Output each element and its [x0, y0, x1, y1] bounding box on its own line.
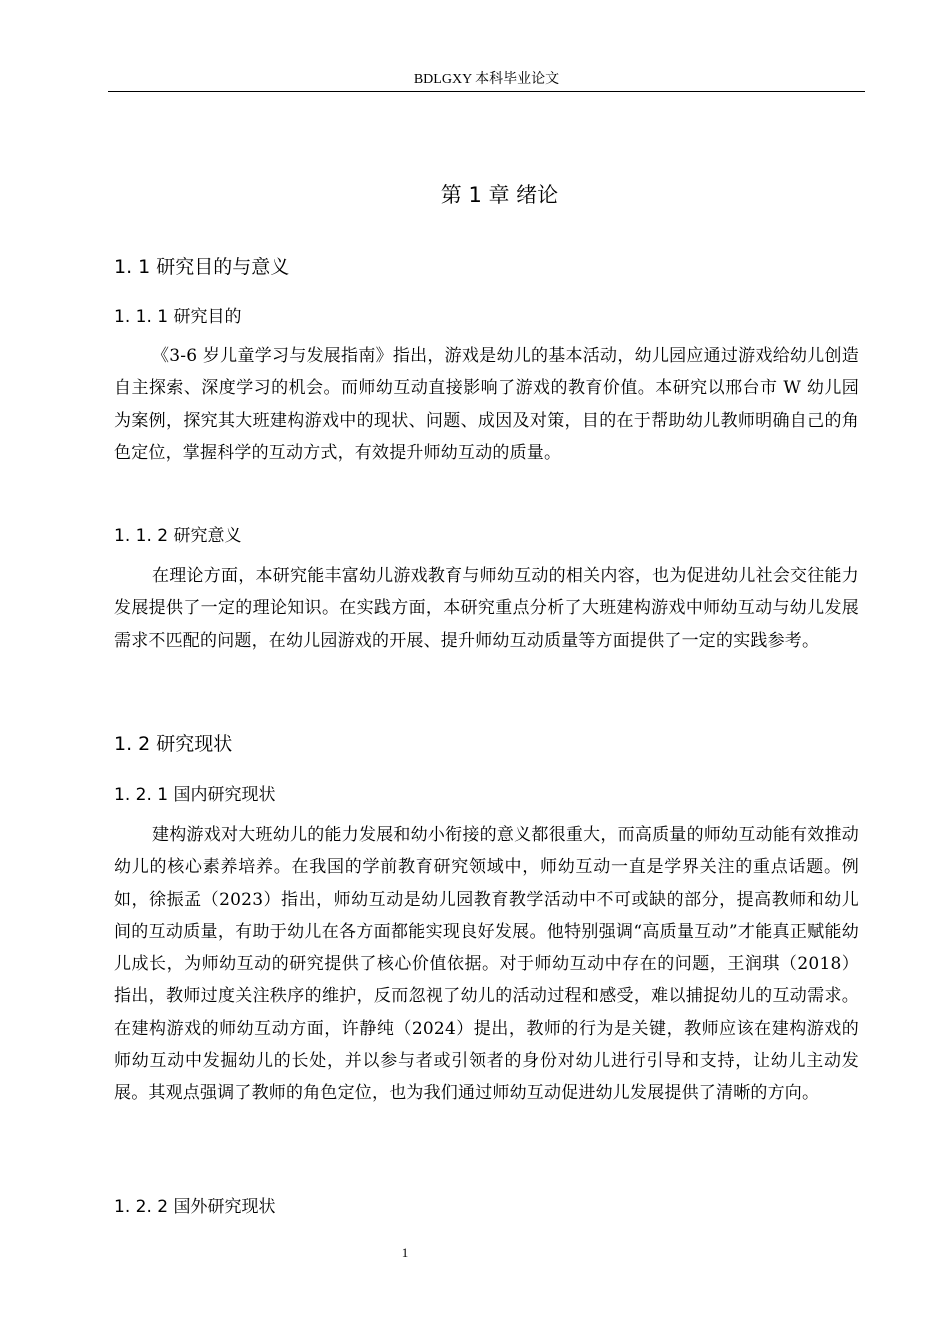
section-heading-1-1: 1. 1 研究目的与意义 [114, 256, 290, 278]
subsection-heading-1-1-1: 1. 1. 1 研究目的 [114, 307, 242, 327]
page-number: 1 [401, 1245, 409, 1260]
running-header: BDLGXY 本科毕业论文 [413, 72, 560, 87]
chapter-title: 第 1 章 绪论 [440, 183, 559, 207]
paragraph-domestic-research: 建构游戏对大班幼儿的能力发展和幼小衔接的意义都很重大，而高质量的师幼互动能有效推动幼儿的核心素养培养。在我国的学前教育研究领域中，师幼互动一直是学界关注的重点话题。例如，徐振孟（2023）指出，师幼互动是幼儿园教育教学活动中不可或缺的部分，提高教师和幼儿间的互动质量，有助于幼儿在各方面都能实现良好发展。他特别强调“高质量互动”才能真正赋能幼儿成长，为师幼互动的研究提供了核心价值依据。对于师幼互动中存在的问题，王润琪（2018）指出，教师过度关注秩序的维护，反而忽视了幼儿的活动过程和感受，难以捕捉幼儿的互动需求。在建构游戏的师幼互动方面，许静纯（2024）提出，教师的行为是关键，教师应该在建构游戏的师幼互动中发掘幼儿的长处，并以参与者或引领者的身份对幼儿进行引导和支持，让幼儿主动发展。其观点强调了教师的角色定位，也为我们通过师幼互动促进幼儿发展提供了清晰的方向。 [114, 825, 859, 1104]
header-divider [108, 91, 865, 92]
subsection-heading-1-2-2: 1. 2. 2 国外研究现状 [114, 1197, 276, 1217]
subsection-heading-1-1-2: 1. 1. 2 研究意义 [114, 526, 242, 546]
paragraph-research-purpose: 《3-6 岁儿童学习与发展指南》指出，游戏是幼儿的基本活动，幼儿园应通过游戏给幼儿创造自主探索、深度学习的机会。而师幼互动直接影响了游戏的教育价值。本研究以邢台市 W 幼儿园为案例，探究其大班建构游戏中的现状、问题、成因及对策，目的在于帮助幼儿教师明确自己的角色定位，掌握科学的互动方式，有效提升师幼互动的质量。 [114, 346, 859, 463]
subsection-heading-1-2-1: 1. 2. 1 国内研究现状 [114, 785, 276, 805]
section-heading-1-2: 1. 2 研究现状 [114, 733, 233, 755]
paragraph-research-significance: 在理论方面，本研究能丰富幼儿游戏教育与师幼互动的相关内容，也为促进幼儿社会交往能力发展提供了一定的理论知识。在实践方面，本研究重点分析了大班建构游戏中师幼互动与幼儿发展需求不匹配的问题，在幼儿园游戏的开展、提升师幼互动质量等方面提供了一定的实践参考。 [114, 566, 859, 651]
